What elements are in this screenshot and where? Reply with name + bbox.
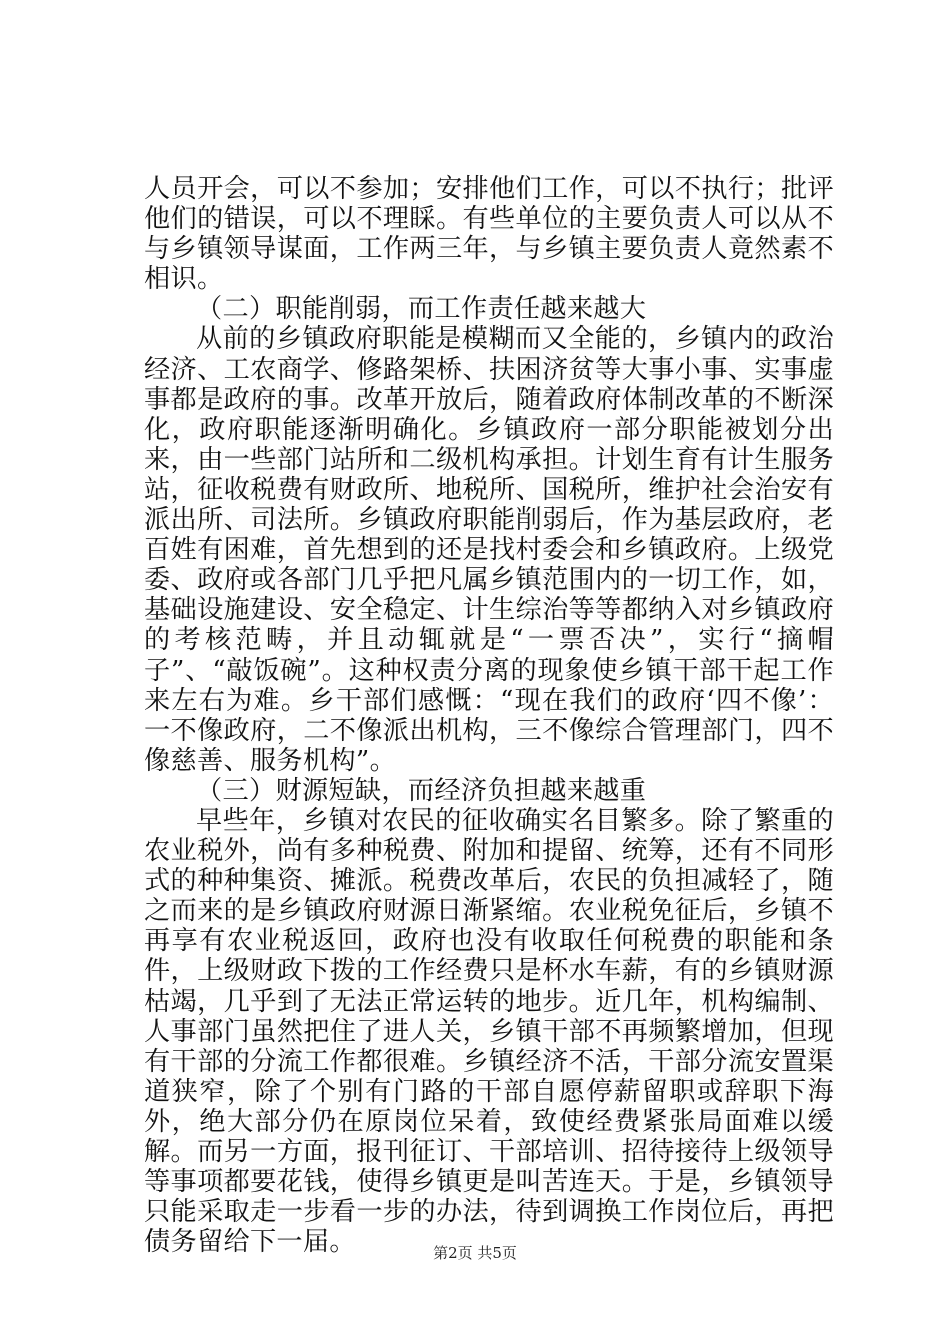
paragraph-functions: 从前的乡镇政府职能是模糊而又全能的，乡镇内的政治经济、工农商学、修路架桥、扶困济贫等大事小事、实事虚事都是政府的事。改革开放后，随着政府体制改革的不断深化，政府职能逐渐明确化。乡镇政府一部分职能被划分出来，由一些部门站所和二级机构承担。计划生育有计生服务站，征收税费有财政所、地税所、国税所，维护社会治安有派出所、司法所。乡镇政府职能削弱后，作为基层政府，老百姓有困难，首先想到的还是找村委会和乡镇政府。上级党委、政府或各部门几乎把凡属乡镇范围内的一切工作，如，基础设施建设、安全稳定、计生综治等等都纳入对乡镇政府的考核范畴，并且动辄就是“一票否决”，实行“摘帽子”、“敲饭碗”。这种权责分离的现象使乡镇干部干起工作来左右为难。乡干部们感慨：“现在我们的政府‘四不像’：一不像政府，二不像派出机构，三不像综合管理部门，四不像慈善、服务机构”。 xyxy=(144,324,834,776)
document-body xyxy=(144,174,834,1257)
section-heading-2: （二）职能削弱，而工作责任越来越大 xyxy=(196,294,647,325)
paragraph-finances: 早些年，乡镇对农民的征收确实名目繁多。除了繁重的农业税外，尚有多种税费、附加和提留、统筹，还有不同形式的种种集资、摊派。税费改革后，农民的负担减轻了，随之而来的是乡镇政府财源日渐紧缩。农业税免征后，乡镇不再享有农业税返回，政府也没有收取任何税费的职能和条件，上级财政下拨的工作经费只是杯水车薪，有的乡镇财源枯竭，几乎到了无法正常运转的地步。近几年，机构编制、人事部门虽然把住了进人关，乡镇干部不再频繁增加，但现有干部的分流工作都很难。乡镇经济不活，干部分流安置渠道狭窄，除了个别有门路的干部自愿停薪留职或辞职下海外，绝大部分仍在原岗位呆着，致使经费紧张局面难以缓解。而另一方面，报刊征订、干部培训、招待接待上级领导等事项都要花钱，使得乡镇更是叫苦连天。于是，乡镇领导只能采取走一步看一步的办法，待到调换工作岗位后，再把债务留给下一届。 xyxy=(144,805,834,1258)
paragraph-continuation: 人员开会，可以不参加；安排他们工作，可以不执行；批评他们的错误，可以不理睬。有些单位的主要负责人可以从不与乡镇领导谋面，工作两三年，与乡镇主要负责人竟然素不相识。 xyxy=(144,174,834,295)
page-footer: 第2页 共5页 xyxy=(433,1244,517,1262)
section-heading-3: （三）财源短缺，而经济负担越来越重 xyxy=(196,775,647,806)
